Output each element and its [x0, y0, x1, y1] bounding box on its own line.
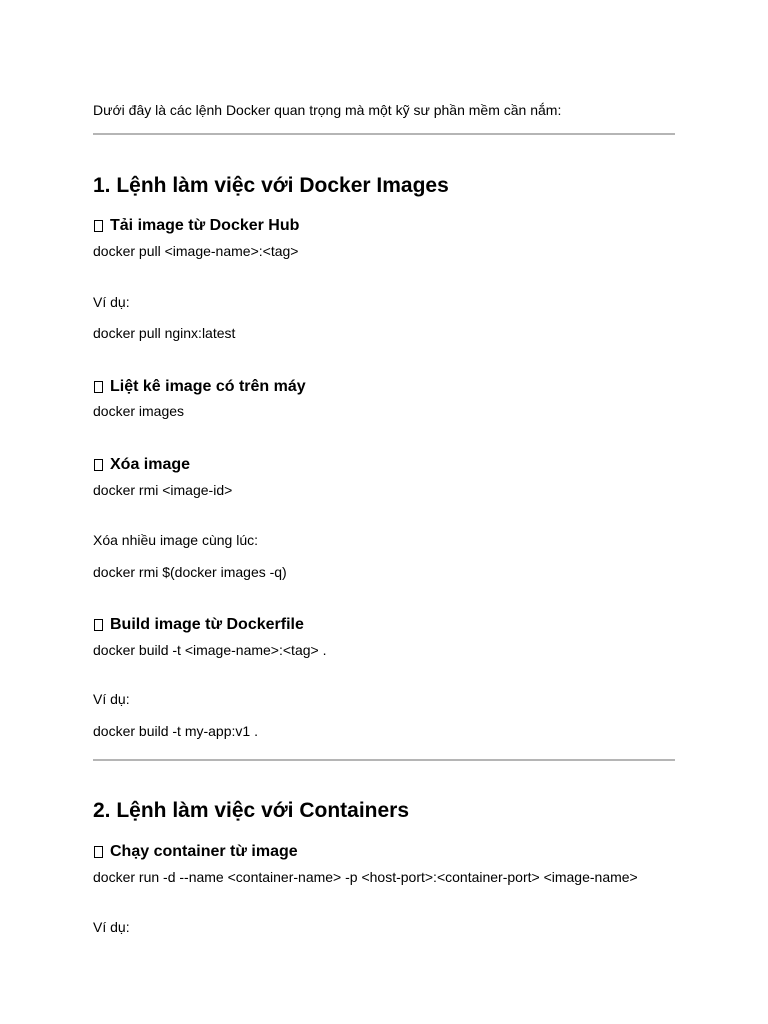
subheading-label: Build image từ Dockerfile [110, 616, 304, 633]
example-command: docker pull nginx:latest [93, 325, 236, 341]
divider [93, 133, 675, 135]
example-label: Xóa nhiều image cùng lúc: [93, 532, 258, 548]
command-text: docker run -d --name <container-name> -p <host-port>:<container-port> <image-name> [93, 869, 638, 885]
command-text: docker pull <image-name>:<tag> [93, 243, 299, 259]
example-label: Ví dụ: [93, 294, 130, 310]
subheading-build-image [93, 615, 304, 635]
missing-glyph-box-icon [94, 220, 103, 232]
example-label: Ví dụ: [93, 691, 130, 707]
section-title-containers: 2. Lệnh làm việc với Containers [93, 799, 410, 822]
divider [93, 759, 675, 761]
example-label: Ví dụ: [93, 919, 130, 935]
missing-glyph-box-icon [94, 846, 103, 858]
subheading-label: Chạy container từ image [110, 843, 298, 860]
subheading-label: Xóa image [110, 456, 191, 473]
command-text: docker rmi <image-id> [93, 482, 233, 498]
missing-glyph-box-icon [94, 381, 103, 393]
subheading-run-container [93, 842, 298, 862]
intro-text: Dưới đây là các lệnh Docker quan trọng mà một kỹ sư phần mềm cần nắm: [93, 102, 562, 118]
missing-glyph-box-icon [94, 619, 103, 631]
example-command: docker build -t my-app:v1 . [93, 723, 258, 739]
command-text: docker build -t <image-name>:<tag> . [93, 642, 327, 658]
subheading-label: Liệt kê image có trên máy [110, 378, 306, 395]
subheading-list-images [93, 377, 306, 397]
missing-glyph-box-icon [94, 459, 103, 471]
example-command: docker rmi $(docker images -q) [93, 564, 287, 580]
subheading-remove-image [93, 455, 190, 475]
subheading-label: Tải image từ Docker Hub [110, 217, 300, 234]
subheading-pull-image [93, 216, 299, 236]
section-title-docker-images: 1. Lệnh làm việc với Docker Images [93, 174, 449, 197]
command-text: docker images [93, 403, 185, 419]
